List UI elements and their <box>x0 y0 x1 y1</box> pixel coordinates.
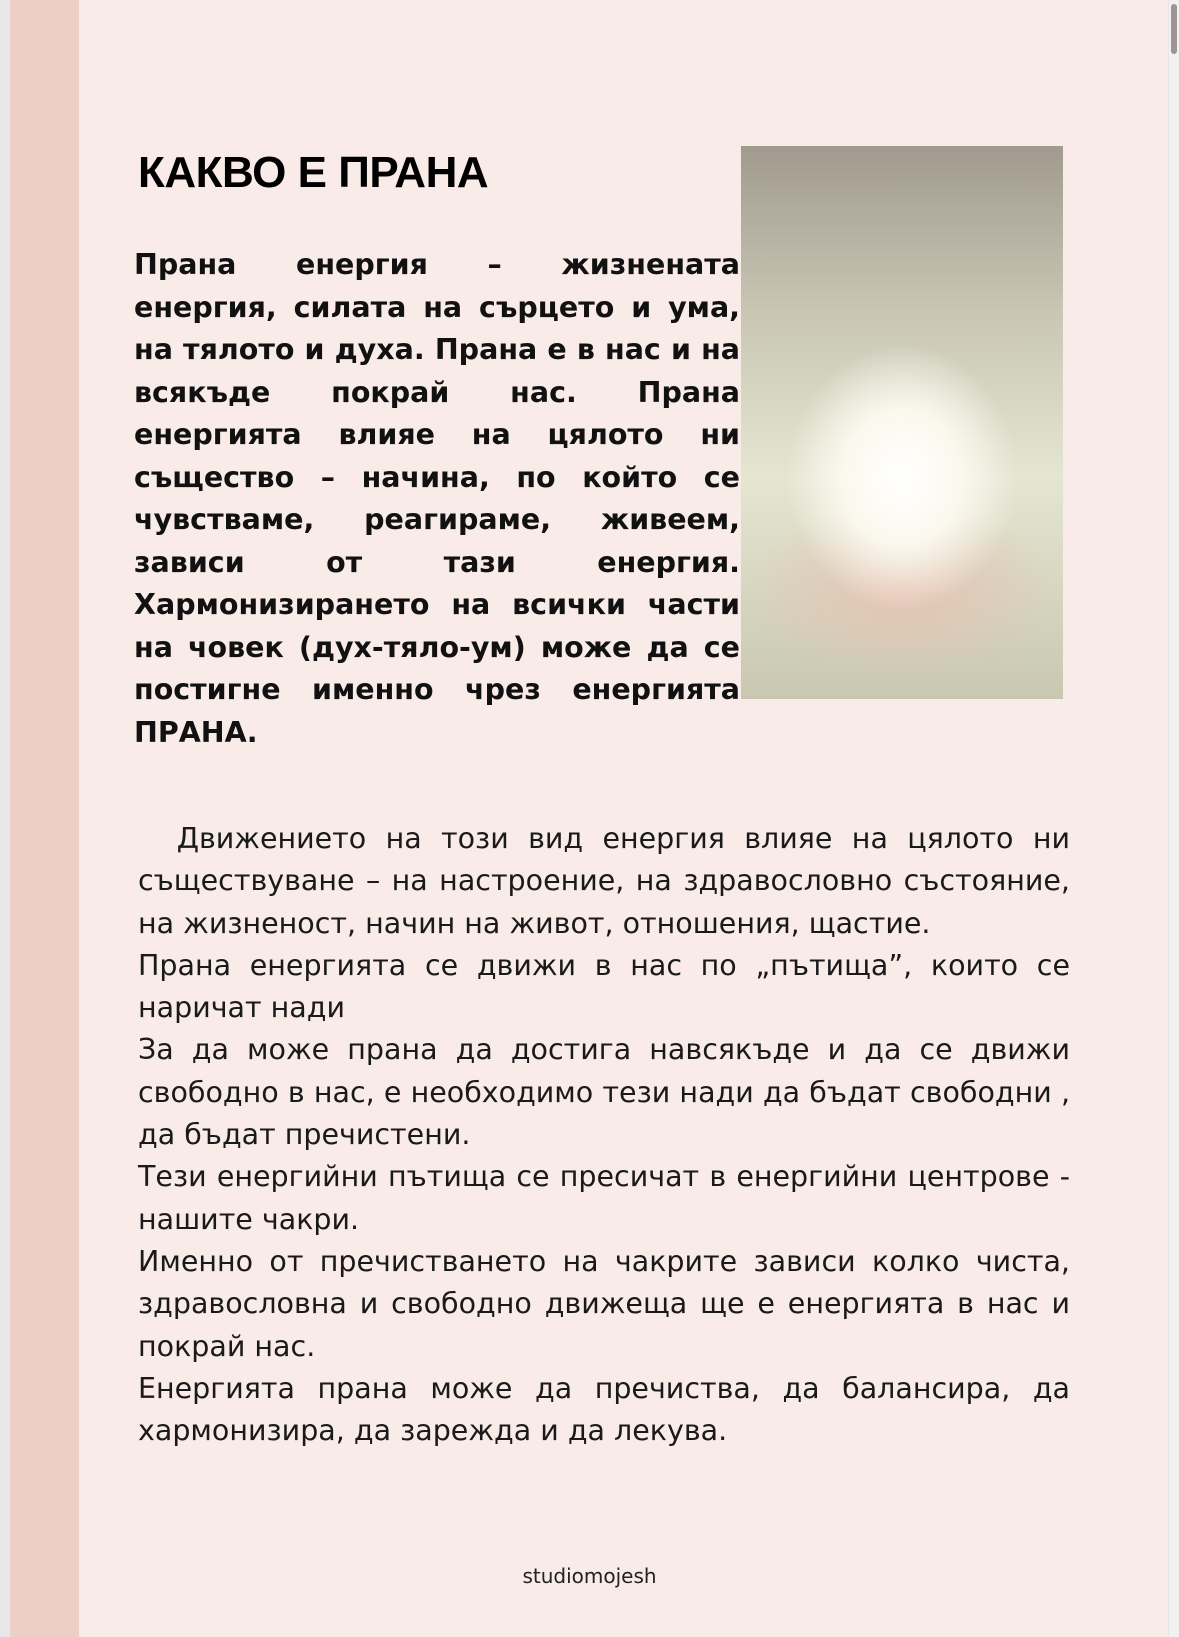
footer-brand: studiomojesh <box>522 1564 657 1588</box>
body-paragraph: Енергията прана може да пречиства, да балансира, да хармонизира, да зарежда и да лекува. <box>138 1371 1070 1448</box>
intro-paragraph: Прана енергия – жизнената енергия, силата на сърцето и ума, на тялото и духа. Прана е в нас и на всякъде покрай нас. Прана енергията влияе на цялото ни същество – начина, по който се чувстваме, реагираме, живеем, зависи от тази енергия. Хармонизирането на всички части на човек (дух-тяло-ум) може да се постигне именно чрез енергията ПРАНА. <box>134 248 740 749</box>
body-paragraph: Именно от пречистването на чакрите зависи колко чиста, здравословна и свободно движеща ще е енергията в нас и покрай нас. <box>138 1244 1070 1363</box>
body-text <box>138 818 1070 1452</box>
page-title: КАКВО Е ПРАНА <box>138 148 489 197</box>
body-paragraph: Тези енергийни пътища се пресичат в енергийни центрове - нашите чакри. <box>138 1160 1070 1236</box>
scrollbar[interactable] <box>1169 0 1179 1637</box>
left-color-band <box>10 0 79 1637</box>
glowing-hands-image <box>741 146 1063 699</box>
body-paragraph: Движението на този вид енергия влияе на цялото ни съществуване – на настроение, на здравословно състояние, на жизненост, начин на живот, отношения, щастие. <box>138 822 1070 940</box>
document-page <box>10 0 1168 1637</box>
body-paragraph: Прана енергията се движи в нас по „пътища”, които се наричат нади <box>138 948 1070 1025</box>
scrollbar-thumb[interactable] <box>1171 4 1177 54</box>
body-paragraph: За да може прана да достига навсякъде и да се движи свободно в нас, е необходимо тези нади да бъдат свободни , да бъдат пречистени. <box>138 1033 1070 1152</box>
